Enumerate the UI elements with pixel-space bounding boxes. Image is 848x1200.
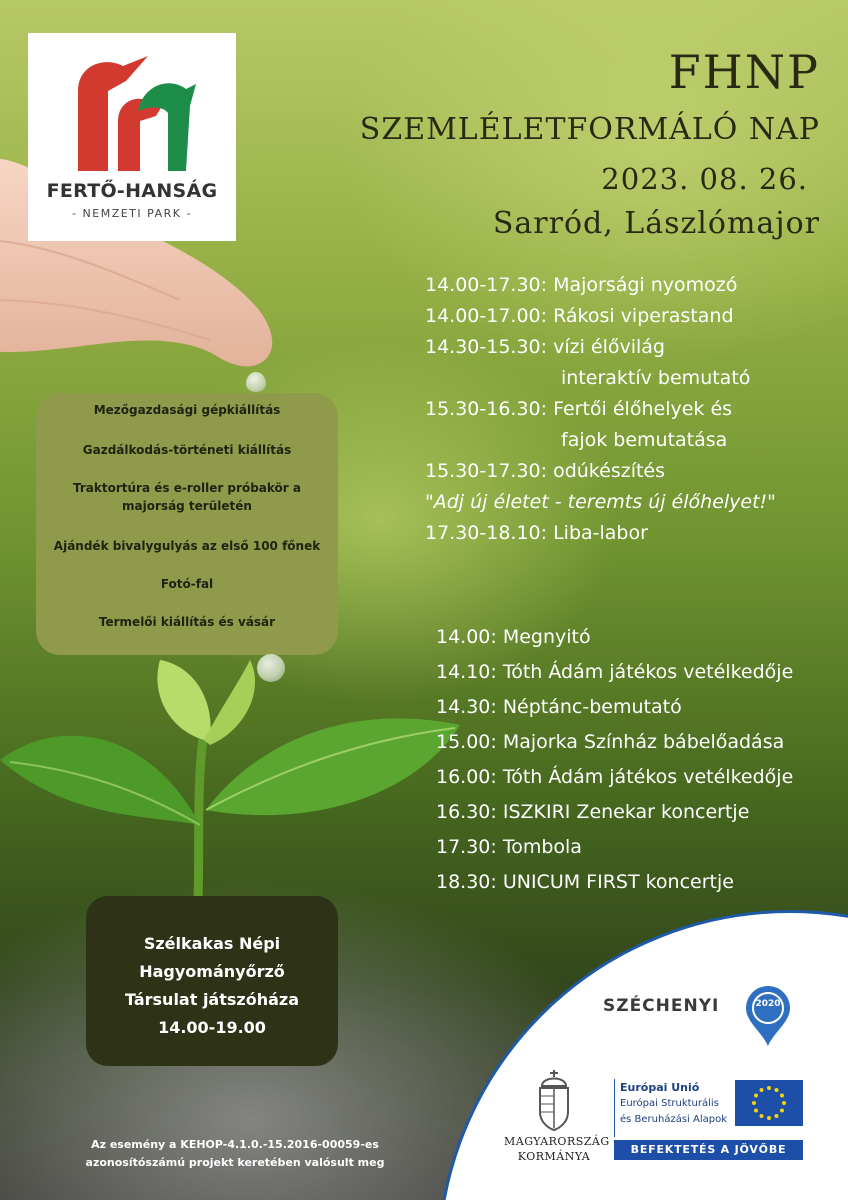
attractions-box <box>36 393 338 655</box>
schedule-item: 17.30-18.10: Liba-labor <box>425 522 648 544</box>
logo-name: FERTŐ-HANSÁG <box>46 180 218 202</box>
fhnp-logo <box>28 33 236 241</box>
attraction-item: Gazdálkodás-történeti kiállítás <box>82 443 292 457</box>
stage-item: 14.10: Tóth Ádám játékos vetélkedője <box>436 661 794 683</box>
invest-banner: BEFEKTETÉS A JÖVŐBE <box>614 1140 803 1160</box>
stage-item: 17.30: Tombola <box>436 836 582 858</box>
schedule-quote: "Adj új életet - teremts új élőhelyet!" <box>425 491 776 513</box>
stage-item: 16.00: Tóth Ádám játékos vetélkedője <box>436 766 794 788</box>
eu-flag-icon <box>735 1080 803 1126</box>
afternoon-schedule <box>425 270 835 549</box>
attraction-item: Fotó-fal <box>160 577 214 591</box>
water-drop <box>257 654 285 682</box>
stage-item: 18.30: UNICUM FIRST koncertje <box>436 871 734 893</box>
eu-line: Európai Strukturális <box>620 1098 719 1109</box>
footnote-line: Az esemény a KEHOP-4.1.0.-15.2016-00059-es <box>91 1138 379 1151</box>
attraction-item: Mezőgazdasági gépkiállítás <box>93 403 281 417</box>
schedule-item: 15.30-16.30: Fertői élőhelyek és <box>425 398 733 420</box>
schedule-item: 14.30-15.30: vízi élővilág <box>425 336 665 358</box>
stage-item: 15.00: Majorka Színház bábelőadása <box>436 731 785 753</box>
header-location: Sarród, Lászlómajor <box>492 206 820 241</box>
schedule-item: 14.00-17.30: Majorsági nyomozó <box>425 274 738 296</box>
attraction-item: Ajándék bivalygulyás az első 100 főnek <box>53 539 321 553</box>
eu-line: és Beruházási Alapok <box>620 1114 728 1125</box>
szechenyi-label: SZÉCHENYI <box>603 996 720 1016</box>
stage-item: 14.30: Néptánc-bemutató <box>436 696 682 718</box>
seedling-illustration <box>0 640 470 910</box>
goose-logo-icon <box>68 51 198 181</box>
theatre-line: Társulat játszóháza <box>124 990 299 1009</box>
schedule-item: 14.00-17.00: Rákosi viperastand <box>425 305 734 327</box>
theatre-box <box>86 896 338 1066</box>
schedule-item-continued: fajok bemutatása <box>561 429 728 451</box>
theatre-time: 14.00-19.00 <box>158 1018 266 1037</box>
hungarian-crest-icon <box>532 1068 576 1132</box>
theatre-text <box>86 930 338 1042</box>
szechenyi-year: 2020 <box>755 999 781 1009</box>
attraction-item: Termelői kiállítás és vásár <box>98 615 276 629</box>
schedule-item: 15.30-17.30: odúkészítés <box>425 460 666 482</box>
stage-item: 16.30: ISZKIRI Zenekar koncertje <box>436 801 750 823</box>
header-title: SZEMLÉLETFORMÁLÓ NAP <box>359 112 820 147</box>
schedule-item-continued: interaktív bemutató <box>561 367 751 389</box>
theatre-line: Hagyományőrző <box>139 962 285 981</box>
government-line: MAGYARORSZÁG <box>504 1135 610 1148</box>
attraction-item: majorság területén <box>122 499 252 513</box>
eu-line: Európai Unió <box>620 1081 700 1094</box>
eu-stars-icon <box>735 1080 803 1126</box>
logo-subtitle: - NEMZETI PARK - <box>72 207 192 220</box>
footnote-line: azonosítószámú projekt keretében valósult meg <box>85 1156 385 1169</box>
water-drop <box>246 372 266 392</box>
szechenyi-pin-icon <box>742 984 794 1048</box>
project-footnote <box>40 1136 430 1172</box>
header-org: FHNP <box>668 45 820 99</box>
header-date: 2023. 08. 26. <box>601 162 808 196</box>
theatre-line: Szélkakas Népi <box>143 934 281 953</box>
stage-schedule <box>436 620 836 900</box>
government-line: KORMÁNYA <box>517 1150 591 1163</box>
stage-item: 14.00: Megnyitó <box>436 626 591 648</box>
attraction-item: Traktortúra és e-roller próbakör a <box>73 481 301 495</box>
